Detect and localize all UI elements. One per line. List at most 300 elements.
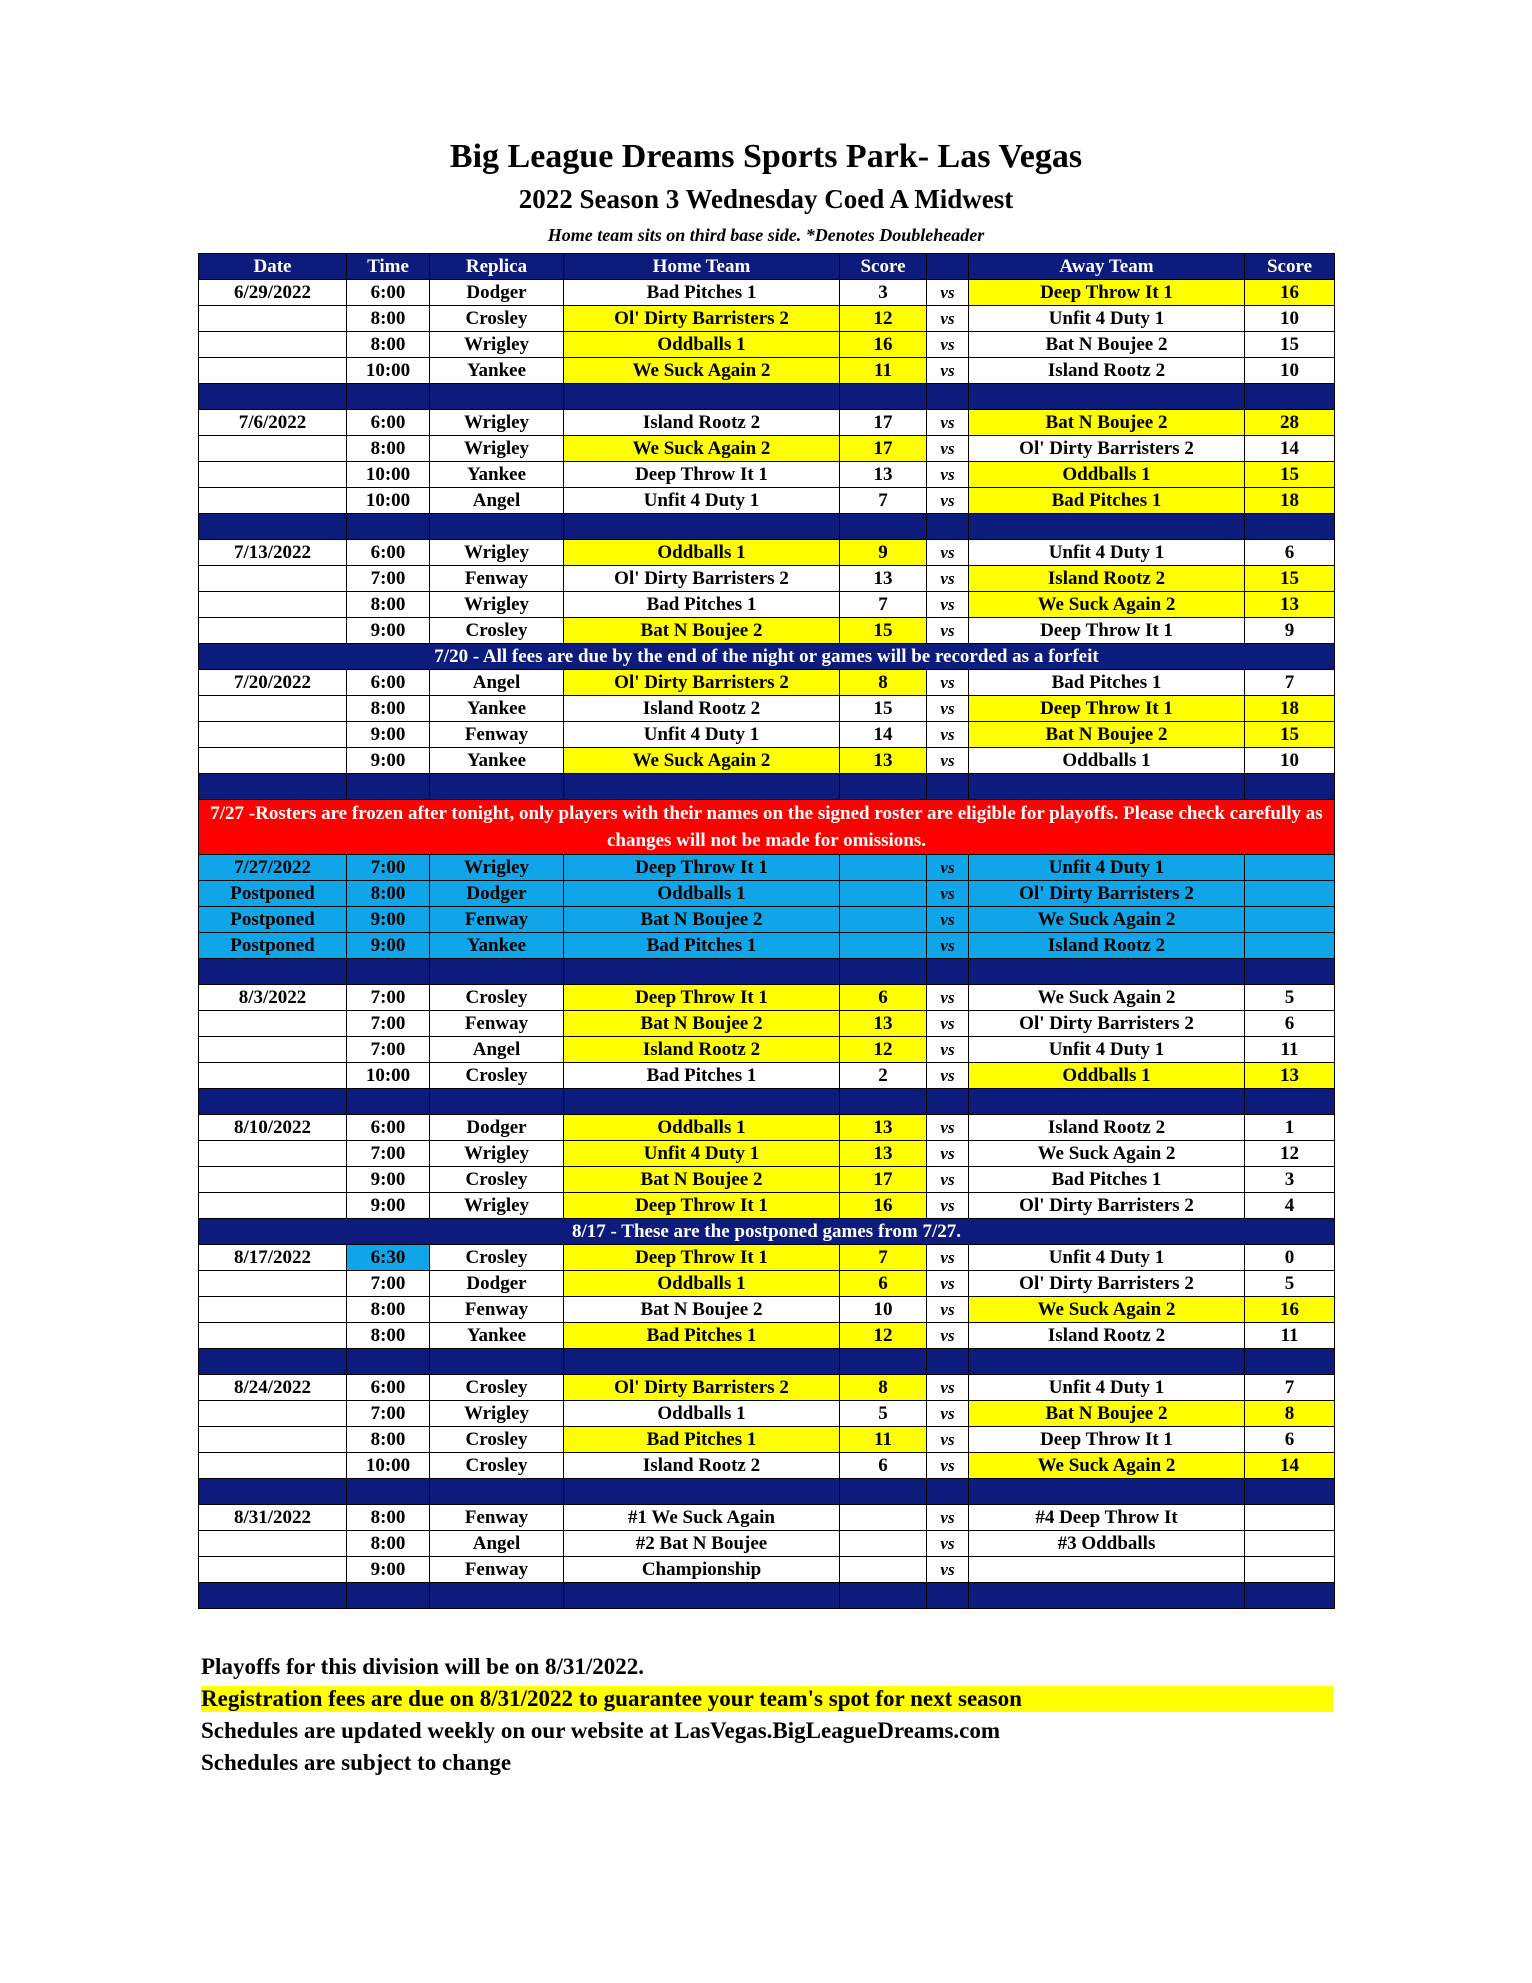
game-date: [199, 488, 347, 514]
away-score: 14: [1245, 436, 1335, 462]
away-team: Oddballs 1: [969, 748, 1245, 774]
vs-label: vs: [927, 1245, 969, 1271]
game-replica: Crosley: [430, 1245, 564, 1271]
game-time: 9:00: [347, 1557, 430, 1583]
game-date: [199, 748, 347, 774]
separator-cell: [969, 514, 1245, 540]
home-team: Deep Throw It 1: [564, 462, 840, 488]
away-score: [1245, 933, 1335, 959]
separator-cell: [840, 774, 927, 800]
separator-cell: [430, 1349, 564, 1375]
home-score: 11: [840, 358, 927, 384]
separator-cell: [430, 1583, 564, 1609]
home-score: 17: [840, 1167, 927, 1193]
away-team: Ol' Dirty Barristers 2: [969, 1011, 1245, 1037]
home-team: Deep Throw It 1: [564, 855, 840, 881]
separator-cell: [347, 1089, 430, 1115]
separator-cell: [840, 1479, 927, 1505]
game-date: 8/24/2022: [199, 1375, 347, 1401]
home-score: [840, 1557, 927, 1583]
away-score: [1245, 881, 1335, 907]
page-title: Big League Dreams Sports Park- Las Vegas: [449, 138, 1083, 175]
game-date: [199, 1557, 347, 1583]
game-date: [199, 1167, 347, 1193]
game-time: 9:00: [347, 1167, 430, 1193]
home-score: 5: [840, 1401, 927, 1427]
home-team: Bad Pitches 1: [564, 1063, 840, 1089]
schedule-table: [198, 253, 1335, 1609]
separator-cell: [430, 514, 564, 540]
home-score: 13: [840, 1115, 927, 1141]
home-score: 16: [840, 332, 927, 358]
separator-cell: [927, 774, 969, 800]
away-score: 15: [1245, 722, 1335, 748]
away-score: 3: [1245, 1167, 1335, 1193]
game-date: [199, 306, 347, 332]
separator-cell: [969, 1349, 1245, 1375]
game-date: [199, 566, 347, 592]
game-replica: Crosley: [430, 618, 564, 644]
game-time: 9:00: [347, 907, 430, 933]
game-date: [199, 1401, 347, 1427]
away-score: 7: [1245, 670, 1335, 696]
game-row: [199, 540, 1335, 566]
game-time: 8:00: [347, 592, 430, 618]
separator-cell: [199, 514, 347, 540]
separator-cell: [564, 384, 840, 410]
vs-label: vs: [927, 1141, 969, 1167]
separator-cell: [564, 1349, 840, 1375]
away-score: 5: [1245, 985, 1335, 1011]
away-team: We Suck Again 2: [969, 1297, 1245, 1323]
separator-cell: [1245, 514, 1335, 540]
game-replica: Wrigley: [430, 1141, 564, 1167]
separator-row: [199, 514, 1335, 540]
separator-cell: [564, 1583, 840, 1609]
separator-cell: [199, 1349, 347, 1375]
vs-label: vs: [927, 1557, 969, 1583]
home-score: 7: [840, 592, 927, 618]
home-team: Ol' Dirty Barristers 2: [564, 566, 840, 592]
away-score: 10: [1245, 358, 1335, 384]
game-row: [199, 1193, 1335, 1219]
separator-cell: [840, 959, 927, 985]
home-team: Unfit 4 Duty 1: [564, 488, 840, 514]
game-replica: Wrigley: [430, 855, 564, 881]
game-date: Postponed: [199, 881, 347, 907]
separator-cell: [347, 959, 430, 985]
postponed-game-row: [199, 907, 1335, 933]
home-score: 13: [840, 1141, 927, 1167]
separator-row: [199, 1583, 1335, 1609]
game-date: [199, 1141, 347, 1167]
separator-cell: [199, 1583, 347, 1609]
separator-row: [199, 959, 1335, 985]
game-time: 8:00: [347, 306, 430, 332]
roster-warning-row: [199, 800, 1335, 855]
game-time: 6:00: [347, 410, 430, 436]
header-row: [199, 254, 1335, 280]
game-time: 6:00: [347, 670, 430, 696]
away-score: [1245, 907, 1335, 933]
home-team: Bad Pitches 1: [564, 1323, 840, 1349]
game-date: [199, 1323, 347, 1349]
away-team: Ol' Dirty Barristers 2: [969, 1193, 1245, 1219]
header-away-score: Score: [1245, 254, 1335, 280]
game-replica: Dodger: [430, 1271, 564, 1297]
game-time: 8:00: [347, 1323, 430, 1349]
notice-banner-row: [199, 644, 1335, 670]
vs-label: vs: [927, 985, 969, 1011]
home-score: 17: [840, 436, 927, 462]
separator-cell: [347, 514, 430, 540]
game-time: 6:00: [347, 540, 430, 566]
away-team: Bad Pitches 1: [969, 670, 1245, 696]
game-date: [199, 1271, 347, 1297]
away-team: [969, 1557, 1245, 1583]
away-score: 13: [1245, 1063, 1335, 1089]
game-replica: Wrigley: [430, 436, 564, 462]
game-replica: Fenway: [430, 722, 564, 748]
game-date: [199, 332, 347, 358]
vs-label: vs: [927, 1323, 969, 1349]
game-row: [199, 332, 1335, 358]
game-replica: Yankee: [430, 696, 564, 722]
away-team: Deep Throw It 1: [969, 280, 1245, 306]
home-score: [840, 1531, 927, 1557]
home-team: Bat N Boujee 2: [564, 1011, 840, 1037]
game-date: Postponed: [199, 933, 347, 959]
home-team: Island Rootz 2: [564, 1037, 840, 1063]
home-team: Island Rootz 2: [564, 410, 840, 436]
game-replica: Crosley: [430, 1063, 564, 1089]
schedule-body: [199, 280, 1335, 1609]
game-replica: Yankee: [430, 748, 564, 774]
away-score: 8: [1245, 1401, 1335, 1427]
away-team: #3 Oddballs: [969, 1531, 1245, 1557]
game-row: [199, 358, 1335, 384]
away-score: 10: [1245, 748, 1335, 774]
separator-cell: [1245, 1583, 1335, 1609]
home-team: Oddballs 1: [564, 1115, 840, 1141]
game-time: 6:00: [347, 280, 430, 306]
game-time: 7:00: [347, 1401, 430, 1427]
home-score: 13: [840, 566, 927, 592]
away-team: Ol' Dirty Barristers 2: [969, 436, 1245, 462]
game-time: 8:00: [347, 1531, 430, 1557]
home-team: Deep Throw It 1: [564, 1193, 840, 1219]
home-score: 14: [840, 722, 927, 748]
home-team-note: Home team sits on third base side. *Denotes Doubleheader: [547, 225, 985, 245]
game-date: [199, 722, 347, 748]
separator-cell: [430, 774, 564, 800]
home-team: We Suck Again 2: [564, 358, 840, 384]
separator-cell: [1245, 1089, 1335, 1115]
home-team: Bad Pitches 1: [564, 1427, 840, 1453]
away-score: 15: [1245, 462, 1335, 488]
game-replica: Fenway: [430, 907, 564, 933]
separator-cell: [564, 774, 840, 800]
game-replica: Fenway: [430, 1011, 564, 1037]
home-team: Bad Pitches 1: [564, 592, 840, 618]
vs-label: vs: [927, 566, 969, 592]
away-team: Island Rootz 2: [969, 358, 1245, 384]
game-replica: Wrigley: [430, 592, 564, 618]
game-row: [199, 985, 1335, 1011]
home-score: 13: [840, 462, 927, 488]
home-team: Bad Pitches 1: [564, 933, 840, 959]
home-score: 7: [840, 1245, 927, 1271]
vs-label: vs: [927, 696, 969, 722]
game-replica: Crosley: [430, 1427, 564, 1453]
game-row: [199, 1167, 1335, 1193]
game-time: 8:00: [347, 1427, 430, 1453]
away-team: Island Rootz 2: [969, 1323, 1245, 1349]
home-score: 13: [840, 748, 927, 774]
separator-cell: [1245, 774, 1335, 800]
game-row: [199, 462, 1335, 488]
home-team: Oddballs 1: [564, 332, 840, 358]
game-replica: Fenway: [430, 1505, 564, 1531]
home-score: [840, 907, 927, 933]
game-date: [199, 436, 347, 462]
vs-label: vs: [927, 1193, 969, 1219]
away-team: We Suck Again 2: [969, 1453, 1245, 1479]
game-replica: Crosley: [430, 1453, 564, 1479]
game-time: 8:00: [347, 332, 430, 358]
game-date: [199, 1297, 347, 1323]
separator-cell: [840, 384, 927, 410]
game-replica: Yankee: [430, 933, 564, 959]
home-score: [840, 1505, 927, 1531]
vs-label: vs: [927, 358, 969, 384]
away-team: Bat N Boujee 2: [969, 1401, 1245, 1427]
separator-cell: [840, 514, 927, 540]
game-time: 10:00: [347, 488, 430, 514]
game-date: [199, 696, 347, 722]
home-score: 12: [840, 1037, 927, 1063]
away-team: #4 Deep Throw It: [969, 1505, 1245, 1531]
vs-label: vs: [927, 1271, 969, 1297]
separator-cell: [430, 1479, 564, 1505]
game-replica: Angel: [430, 670, 564, 696]
away-team: Deep Throw It 1: [969, 1427, 1245, 1453]
game-date: [199, 1531, 347, 1557]
game-date: [199, 1011, 347, 1037]
game-date: [199, 1453, 347, 1479]
home-score: 6: [840, 1453, 927, 1479]
home-score: 17: [840, 410, 927, 436]
separator-cell: [430, 384, 564, 410]
separator-cell: [927, 1089, 969, 1115]
away-team: Bat N Boujee 2: [969, 722, 1245, 748]
separator-cell: [927, 384, 969, 410]
home-team: Bad Pitches 1: [564, 280, 840, 306]
away-team: Deep Throw It 1: [969, 696, 1245, 722]
game-date: Postponed: [199, 907, 347, 933]
footer-playoffs-note: Playoffs for this division will be on 8/31/2022.: [201, 1654, 645, 1679]
separator-cell: [927, 1479, 969, 1505]
home-team: We Suck Again 2: [564, 436, 840, 462]
separator-cell: [1245, 384, 1335, 410]
home-team: Ol' Dirty Barristers 2: [564, 670, 840, 696]
home-score: 13: [840, 1011, 927, 1037]
vs-label: vs: [927, 1037, 969, 1063]
game-time: 7:00: [347, 855, 430, 881]
game-row: [199, 1141, 1335, 1167]
separator-cell: [199, 959, 347, 985]
home-score: [840, 881, 927, 907]
game-date: 8/31/2022: [199, 1505, 347, 1531]
away-score: 6: [1245, 1011, 1335, 1037]
game-time: 7:00: [347, 1011, 430, 1037]
away-score: 7: [1245, 1375, 1335, 1401]
away-score: 6: [1245, 1427, 1335, 1453]
vs-label: vs: [927, 855, 969, 881]
separator-row: [199, 1089, 1335, 1115]
game-row: [199, 1271, 1335, 1297]
home-team: Bat N Boujee 2: [564, 1167, 840, 1193]
home-team: Oddballs 1: [564, 1271, 840, 1297]
away-score: 11: [1245, 1323, 1335, 1349]
header-time: Time: [347, 254, 430, 280]
away-score: [1245, 1557, 1335, 1583]
vs-label: vs: [927, 280, 969, 306]
away-team: Oddballs 1: [969, 462, 1245, 488]
game-row: [199, 488, 1335, 514]
away-team: Ol' Dirty Barristers 2: [969, 881, 1245, 907]
postponed-game-row: [199, 933, 1335, 959]
game-replica: Wrigley: [430, 1193, 564, 1219]
vs-label: vs: [927, 1011, 969, 1037]
footer-registration-note: Registration fees are due on 8/31/2022 to guarantee your team's spot for next season: [201, 1686, 1333, 1712]
game-row: [199, 306, 1335, 332]
game-time: 9:00: [347, 1193, 430, 1219]
vs-label: vs: [927, 748, 969, 774]
separator-cell: [969, 1089, 1245, 1115]
game-time: 7:00: [347, 985, 430, 1011]
away-score: 6: [1245, 540, 1335, 566]
game-time: 6:00: [347, 1375, 430, 1401]
away-team: Bad Pitches 1: [969, 1167, 1245, 1193]
game-time: 10:00: [347, 1063, 430, 1089]
home-score: 11: [840, 1427, 927, 1453]
game-date: [199, 1063, 347, 1089]
game-date: 7/20/2022: [199, 670, 347, 696]
separator-cell: [840, 1089, 927, 1115]
separator-cell: [199, 1089, 347, 1115]
away-score: [1245, 1505, 1335, 1531]
game-date: [199, 462, 347, 488]
game-date: [199, 358, 347, 384]
home-team: Island Rootz 2: [564, 1453, 840, 1479]
game-replica: Angel: [430, 488, 564, 514]
home-team: Ol' Dirty Barristers 2: [564, 306, 840, 332]
game-date: 7/27/2022: [199, 855, 347, 881]
vs-label: vs: [927, 1505, 969, 1531]
away-team: Unfit 4 Duty 1: [969, 1037, 1245, 1063]
separator-cell: [969, 774, 1245, 800]
game-time: 9:00: [347, 722, 430, 748]
game-row: [199, 436, 1335, 462]
separator-cell: [347, 1349, 430, 1375]
home-score: [840, 933, 927, 959]
away-team: We Suck Again 2: [969, 592, 1245, 618]
home-team: Oddballs 1: [564, 540, 840, 566]
home-team: Bat N Boujee 2: [564, 907, 840, 933]
game-replica: Yankee: [430, 462, 564, 488]
away-score: 28: [1245, 410, 1335, 436]
game-row: [199, 1427, 1335, 1453]
separator-cell: [564, 514, 840, 540]
vs-label: vs: [927, 410, 969, 436]
notice-banner-row: [199, 1219, 1335, 1245]
game-date: 6/29/2022: [199, 280, 347, 306]
home-team: Oddballs 1: [564, 1401, 840, 1427]
separator-row: [199, 384, 1335, 410]
separator-cell: [927, 1583, 969, 1609]
away-score: 5: [1245, 1271, 1335, 1297]
game-row: [199, 1323, 1335, 1349]
separator-cell: [199, 384, 347, 410]
home-team: Deep Throw It 1: [564, 985, 840, 1011]
game-row: [199, 566, 1335, 592]
game-row: [199, 748, 1335, 774]
away-team: Deep Throw It 1: [969, 618, 1245, 644]
game-row: [199, 280, 1335, 306]
separator-cell: [347, 1479, 430, 1505]
home-team: We Suck Again 2: [564, 748, 840, 774]
separator-cell: [927, 1349, 969, 1375]
game-row: [199, 1245, 1335, 1271]
game-replica: Angel: [430, 1531, 564, 1557]
game-replica: Dodger: [430, 280, 564, 306]
home-team: Oddballs 1: [564, 881, 840, 907]
vs-label: vs: [927, 907, 969, 933]
header-vs: [927, 254, 969, 280]
separator-cell: [927, 959, 969, 985]
game-time: 8:00: [347, 696, 430, 722]
home-team: Deep Throw It 1: [564, 1245, 840, 1271]
game-replica: Yankee: [430, 358, 564, 384]
separator-cell: [199, 1479, 347, 1505]
home-team: #2 Bat N Boujee: [564, 1531, 840, 1557]
header-home-score: Score: [840, 254, 927, 280]
game-row: [199, 1115, 1335, 1141]
vs-label: vs: [927, 1453, 969, 1479]
page-subtitle: 2022 Season 3 Wednesday Coed A Midwest: [518, 184, 1014, 214]
vs-label: vs: [927, 540, 969, 566]
away-score: [1245, 855, 1335, 881]
notice-banner: 8/17 - These are the postponed games from 7/27.: [199, 1219, 1335, 1245]
home-score: 16: [840, 1193, 927, 1219]
away-score: 10: [1245, 306, 1335, 332]
vs-label: vs: [927, 1115, 969, 1141]
home-score: 15: [840, 696, 927, 722]
away-team: Island Rootz 2: [969, 933, 1245, 959]
game-date: 7/6/2022: [199, 410, 347, 436]
game-replica: Crosley: [430, 985, 564, 1011]
game-row: [199, 1401, 1335, 1427]
vs-label: vs: [927, 1167, 969, 1193]
game-time: 10:00: [347, 462, 430, 488]
game-row: [199, 1453, 1335, 1479]
vs-label: vs: [927, 618, 969, 644]
game-date: [199, 618, 347, 644]
game-row: [199, 1505, 1335, 1531]
separator-cell: [1245, 1349, 1335, 1375]
home-score: 7: [840, 488, 927, 514]
